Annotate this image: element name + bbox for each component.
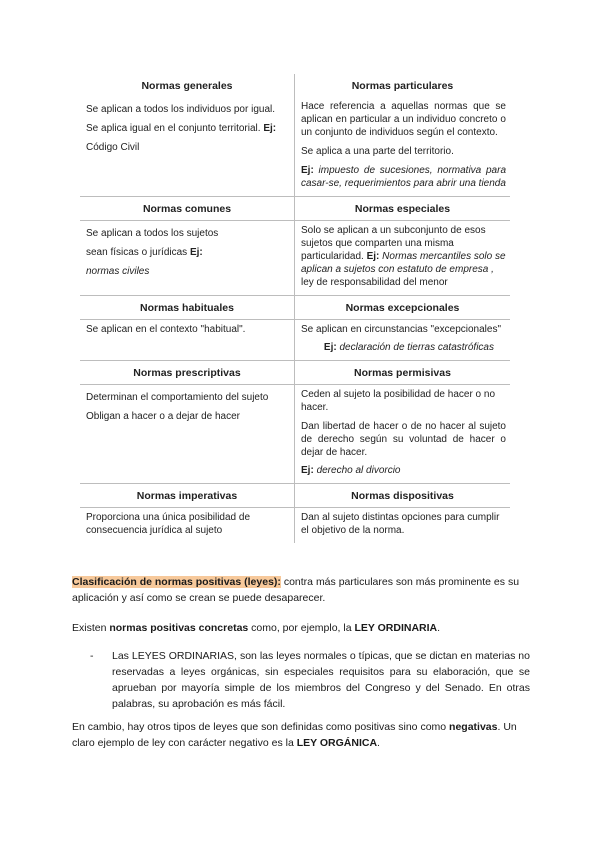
bold-text: normas positivas concretas: [109, 622, 249, 634]
cell-text: [86, 100, 290, 157]
cell-description: Ceden al sujeto la posibilidad de hacer o no hacer.: [301, 389, 496, 413]
cell-heading: Normas permisivas: [295, 361, 510, 385]
paragraph-concrete-norms: [72, 620, 532, 636]
bold-text: negativas: [449, 721, 498, 733]
table-cell: [80, 361, 295, 483]
example-text: Código Civil: [86, 142, 140, 153]
cell-description: Se aplica a una parte del territorio.: [301, 146, 454, 157]
cell-example: [301, 164, 506, 190]
table-row: [80, 296, 510, 361]
cell-description: Se aplican en el contexto "habitual".: [86, 324, 246, 335]
table-cell: [80, 197, 295, 295]
table-row: [80, 197, 510, 296]
example-label: Ej:: [366, 251, 380, 262]
table-cell: [80, 484, 295, 543]
example-text: declaración de tierras catastróficas: [339, 342, 494, 353]
paragraph-organic-law: [72, 719, 532, 751]
cell-description: Dan al sujeto distintas opciones para cumplir el objetivo de la norma.: [301, 512, 500, 536]
bullet-item: [90, 648, 530, 712]
example-label: Ej:: [301, 465, 314, 476]
bold-text: LEY ORDINARIA: [354, 622, 438, 634]
paragraph-text: . Un claro ejemplo de ley con carácter negativo es la: [72, 721, 517, 749]
cell-heading: Normas especiales: [295, 197, 510, 221]
table-cell: [295, 361, 510, 483]
cell-example: [301, 341, 506, 354]
example-text: normas civiles: [86, 266, 150, 277]
cell-description: Obligan a hacer o a dejar de hacer: [86, 411, 240, 422]
paragraph-text: Existen: [72, 622, 110, 634]
table-row: [80, 484, 510, 543]
cell-text: [86, 224, 290, 281]
paragraph-text: como, por ejemplo, la: [248, 622, 355, 634]
cell-description: Se aplican en circunstancias "excepcionales": [301, 324, 501, 335]
table-cell: [80, 296, 295, 360]
bullet-text: Las LEYES ORDINARIAS, son las leyes normales o típicas, que se dictan en materias no reservadas a leyes orgánicas, sin especiales requisitos para su elaboración, que se aprueban por mayoría simple de los miembros del Congreso y del Senado. En otras palabras, su aprobación es más fácil.: [112, 650, 530, 710]
cell-heading: Normas comunes: [80, 197, 294, 221]
table-cell: [295, 74, 510, 196]
cell-description: Proporciona una única posibilidad de consecuencia jurídica al sujeto: [86, 512, 251, 536]
cell-heading: Normas generales: [141, 80, 233, 92]
cell-description: Dan libertad de hacer o de no hacer al sujeto de derecho según su voluntad de hacer o dejar de hacer.: [301, 421, 506, 458]
cell-heading: Normas excepcionales: [295, 296, 510, 320]
cell-description: Hace referencia a aquellas normas que se aplican en particular a un individuo concreto o un conjunto de individuos según el contexto.: [301, 101, 506, 138]
table-cell: [295, 197, 510, 295]
table-cell: [295, 484, 510, 543]
paragraph-text: .: [377, 737, 380, 749]
example-tail: ley de responsabilidad del menor: [301, 277, 448, 288]
norms-classification-table: [80, 74, 510, 543]
example-text: derecho al divorcio: [316, 465, 401, 476]
cell-heading: Normas prescriptivas: [80, 361, 294, 385]
paragraph-text: En cambio, hay otros tipos de leyes que son definidas como positivas sino como: [72, 721, 450, 733]
table-cell: [80, 74, 295, 196]
table-row: [80, 74, 510, 197]
example-text: Normas mercantiles solo se aplican a sujetos con estatuto de empresa ,: [301, 251, 506, 275]
paragraph-text: contra más particulares son más prominente es su aplicación y así como se crean se puede desaparecer.: [72, 576, 520, 604]
cell-heading: Normas dispositivas: [295, 484, 510, 508]
table-row: [80, 361, 510, 484]
example-text: impuesto de sucesiones, normativa para casar-se, requerimientos para abrir una tienda: [301, 165, 507, 189]
cell-example: [301, 464, 506, 477]
cell-description: Se aplican a todos los individuos por igual. Se aplica igual en el conjunto territorial.: [86, 104, 276, 134]
paragraph-text: .: [437, 622, 441, 634]
table-cell: [295, 296, 510, 360]
cell-heading: Normas imperativas: [80, 484, 294, 508]
example-label: Ej:: [323, 342, 337, 353]
cell-description: Determinan el comportamiento del sujeto: [86, 392, 269, 403]
example-label: Ej:: [189, 247, 203, 258]
cell-heading: Normas habituales: [80, 296, 294, 320]
cell-description: Solo se aplican a un subconjunto de esos sujetos que comparten una misma particularidad.: [301, 225, 486, 262]
bullet-dash: -: [90, 650, 94, 662]
cell-description: Se aplican a todos los sujetos sean físicas o jurídicas: [86, 228, 219, 258]
highlighted-heading: Clasificación de normas positivas (leyes):: [72, 576, 281, 588]
paragraph-classification: [72, 574, 532, 606]
bold-text: LEY ORGÁNICA: [296, 737, 378, 749]
cell-heading: Normas particulares: [351, 80, 454, 92]
cell-text: [301, 224, 506, 289]
example-label: Ej:: [263, 123, 277, 134]
example-label: Ej:: [301, 165, 314, 176]
